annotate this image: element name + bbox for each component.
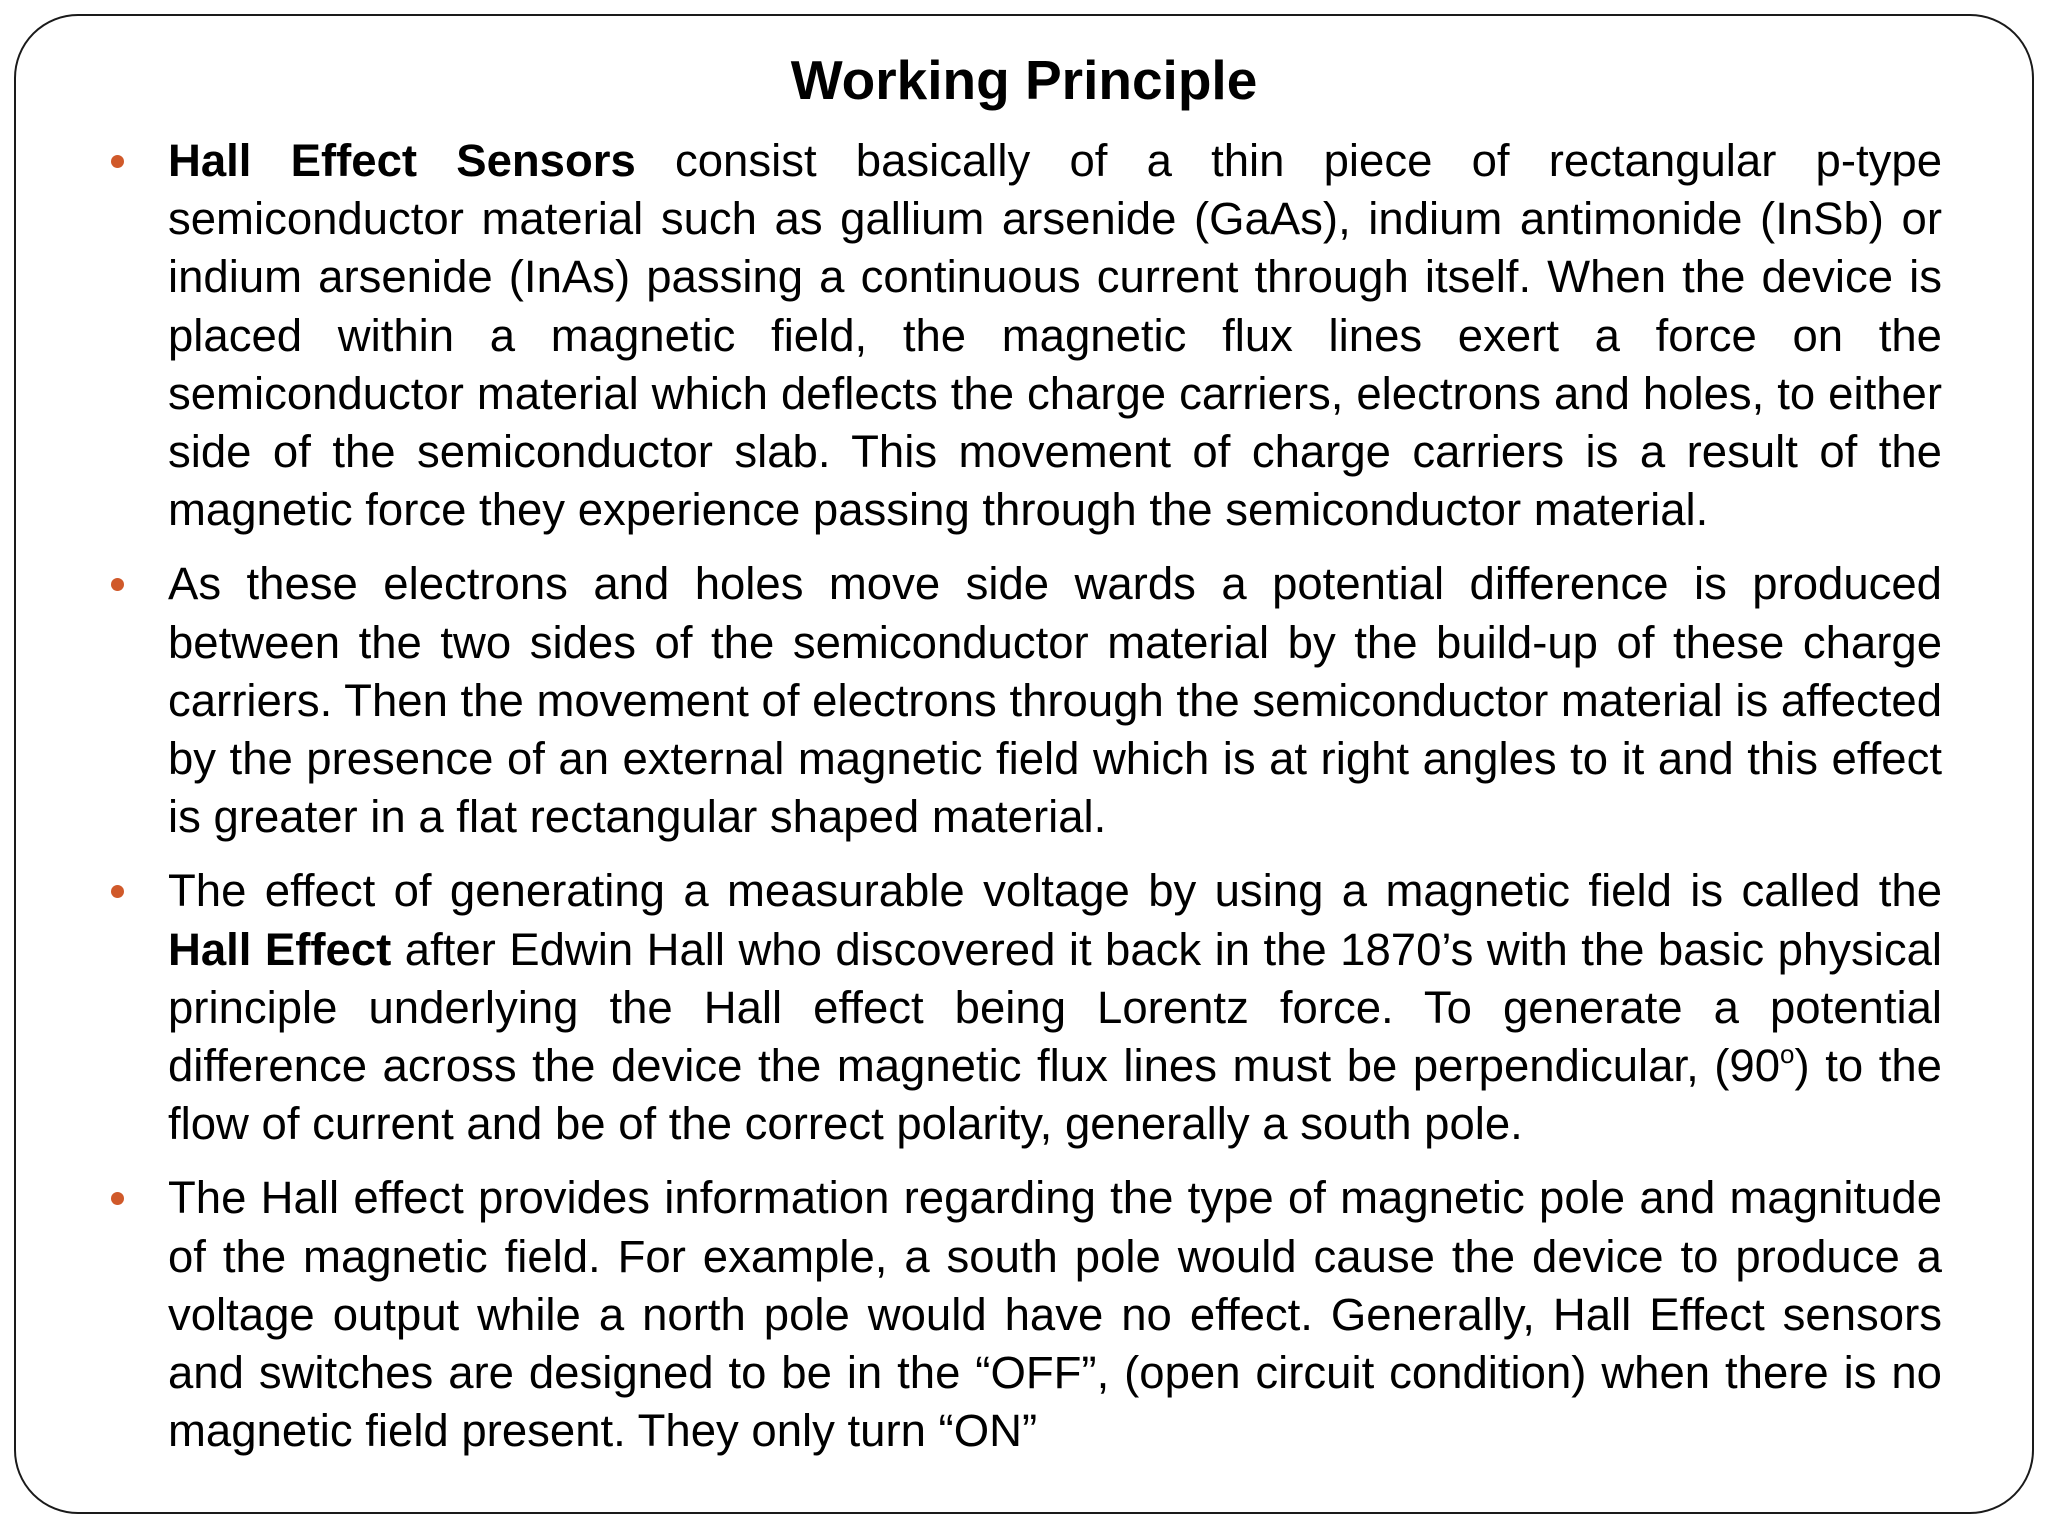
bullet-dot-icon <box>111 578 124 591</box>
bullet-text: ) to the flow of current and be of the correct polarity, generally a south pole. <box>168 1040 1942 1150</box>
bullet-item-4 <box>168 1169 1942 1460</box>
bullet-dot-icon <box>111 885 124 898</box>
bullet-list <box>0 132 2048 1512</box>
bullet-text: As these electrons and holes move side wards a potential difference is produced between the two sides of the semiconductor material by the build-up of these charge carriers. Then the movement of electrons through the semiconductor material is affected by the presence of an external magnetic field which is at right angles to it and this effect is greater in a flat rectangular shaped material. <box>168 558 1942 843</box>
bullet-dot-icon <box>111 1192 124 1205</box>
degree-superscript: o <box>1780 1039 1795 1070</box>
bullet-text: The effect of generating a measurable voltage by using a magnetic field is called the <box>168 865 1942 917</box>
bullet-text: The Hall effect provides information regarding the type of magnetic pole and magnitude of the magnetic field. For example, a south pole would cause the device to produce a voltage output while a north pole would have no effect. Generally, Hall Effect sensors and switches are designed to be in the “OFF”, (open circuit condition) when there is no magnetic field present. They only turn “ON” <box>168 1172 1942 1457</box>
bullet-text: after Edwin Hall who discovered it back in the 1870’s with the basic physical principle underlying the Hall effect being Lorentz force. To generate a potential difference across the device the magnetic flux lines must be perpendicular, (90 <box>168 923 1942 1092</box>
bullet-item-2 <box>168 555 1942 846</box>
bold-term: Hall Effect Sensors <box>168 135 636 186</box>
slide-title: Working Principle <box>790 49 1258 111</box>
bullet-item-1 <box>168 132 1942 539</box>
bullet-text: consist basically of a thin piece of rectangular p-type semiconductor material such as gallium arsenide (GaAs), indium antimonide (InSb) or indium arsenide (InAs) passing a continuous current through itself. When the device is placed within a magnetic field, the magnetic flux lines exert a force on the semiconductor material which deflects the charge carriers, electrons and holes, to either side of the semiconductor slab. This movement of charge carriers is a result of the magnetic force they experience passing through the semiconductor material. <box>168 135 1943 536</box>
bullet-item-3 <box>168 862 1942 1153</box>
bold-term: Hall Effect <box>168 923 392 975</box>
bullet-dot-icon <box>111 155 124 168</box>
